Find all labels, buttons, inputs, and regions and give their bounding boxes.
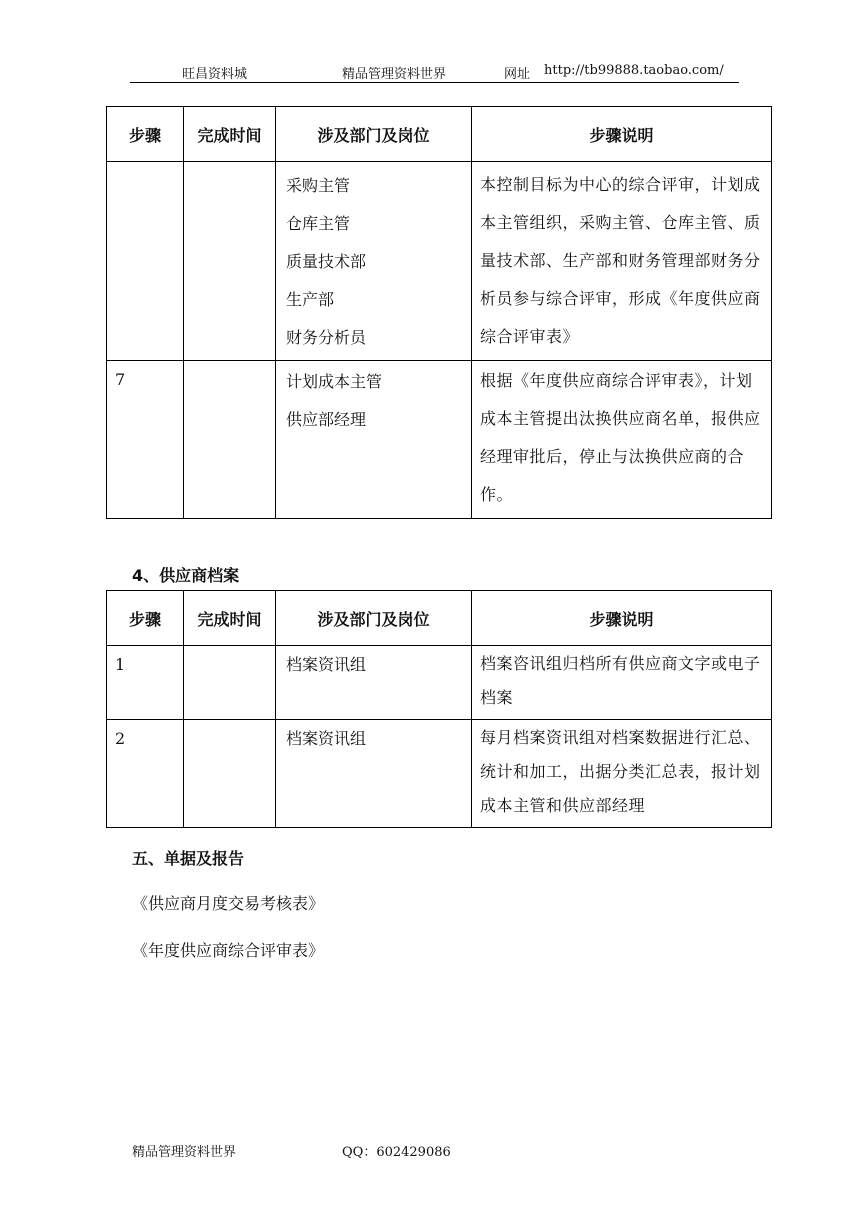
- table-row: [107, 162, 772, 361]
- col-header-time: 完成时间: [184, 591, 276, 646]
- step-cell: [107, 162, 184, 361]
- report-item: 《年度供应商综合评审表》: [132, 941, 325, 960]
- step-description: 每月档案资讯组对档案数据进行汇总、统计和加工，出据分类汇总表，报计划成本主管和供应部经理: [480, 728, 761, 815]
- step-number: 1: [115, 655, 126, 674]
- desc-cell: [472, 720, 772, 828]
- step-description: 本控制目标为中心的综合评审，计划成本主管组织，采购主管、仓库主管、质量技术部、生产部和财务管理部财务分析员参与综合评审，形成《年度供应商综合评审表》: [480, 175, 761, 346]
- step-cell: [107, 646, 184, 720]
- dept-cell: [276, 646, 472, 720]
- footer-qq: QQ：602429086: [342, 1145, 451, 1160]
- desc-cell: [472, 361, 772, 519]
- time-cell: [184, 646, 276, 720]
- dept-item: 档案资讯组: [286, 729, 367, 748]
- header-shop: 旺昌资料城: [182, 67, 248, 82]
- dept-item: 档案资讯组: [286, 655, 367, 674]
- dept-item: 计划成本主管: [286, 372, 383, 391]
- header-site-label: 网址: [504, 67, 531, 82]
- dept-item: 生产部: [286, 290, 335, 309]
- time-cell: [184, 720, 276, 828]
- col-header-time: 完成时间: [184, 107, 276, 162]
- step-description: 根据《年度供应商综合评审表》，计划成本主管提出汰换供应商名单，报供应经理审批后，停止与汰换供应商的合作。: [480, 371, 761, 504]
- step-cell: [107, 720, 184, 828]
- col-header-dept: 涉及部门及岗位: [276, 591, 472, 646]
- dept-item: 采购主管: [286, 176, 351, 195]
- step-description: 档案咨讯组归档所有供应商文字或电子档案: [480, 654, 761, 707]
- process-table-1: [106, 106, 772, 519]
- col-header-step: 步骤: [107, 591, 184, 646]
- col-header-desc: 步骤说明: [472, 107, 772, 162]
- time-cell: [184, 162, 276, 361]
- section-5-title: 五、单据及报告: [132, 849, 245, 868]
- dept-cell: [276, 720, 472, 828]
- col-header-desc: 步骤说明: [472, 591, 772, 646]
- time-cell: [184, 361, 276, 519]
- dept-cell: [276, 361, 472, 519]
- step-number: 2: [115, 729, 126, 748]
- col-header-step: 步骤: [107, 107, 184, 162]
- table-row: [107, 720, 772, 828]
- header-brand: 精品管理资料世界: [342, 67, 447, 82]
- table-row: [107, 646, 772, 720]
- dept-item: 供应部经理: [286, 410, 367, 429]
- header-site-url[interactable]: http://tb99888.taobao.com/: [544, 63, 724, 78]
- footer-brand: 精品管理资料世界: [132, 1145, 237, 1160]
- section-4-title: 4、供应商档案: [132, 566, 240, 585]
- dept-item: 财务分析员: [286, 328, 367, 347]
- table-row: [107, 361, 772, 519]
- page-header: [130, 62, 739, 83]
- dept-item: 质量技术部: [286, 252, 367, 271]
- table-header-row: [107, 107, 772, 162]
- dept-cell: [276, 162, 472, 361]
- desc-cell: [472, 162, 772, 361]
- dept-item: 仓库主管: [286, 214, 351, 233]
- process-table-2: [106, 590, 772, 828]
- step-cell: [107, 361, 184, 519]
- table-header-row: [107, 591, 772, 646]
- report-item: 《供应商月度交易考核表》: [132, 894, 325, 913]
- step-number: 7: [115, 370, 126, 389]
- col-header-dept: 涉及部门及岗位: [276, 107, 472, 162]
- desc-cell: [472, 646, 772, 720]
